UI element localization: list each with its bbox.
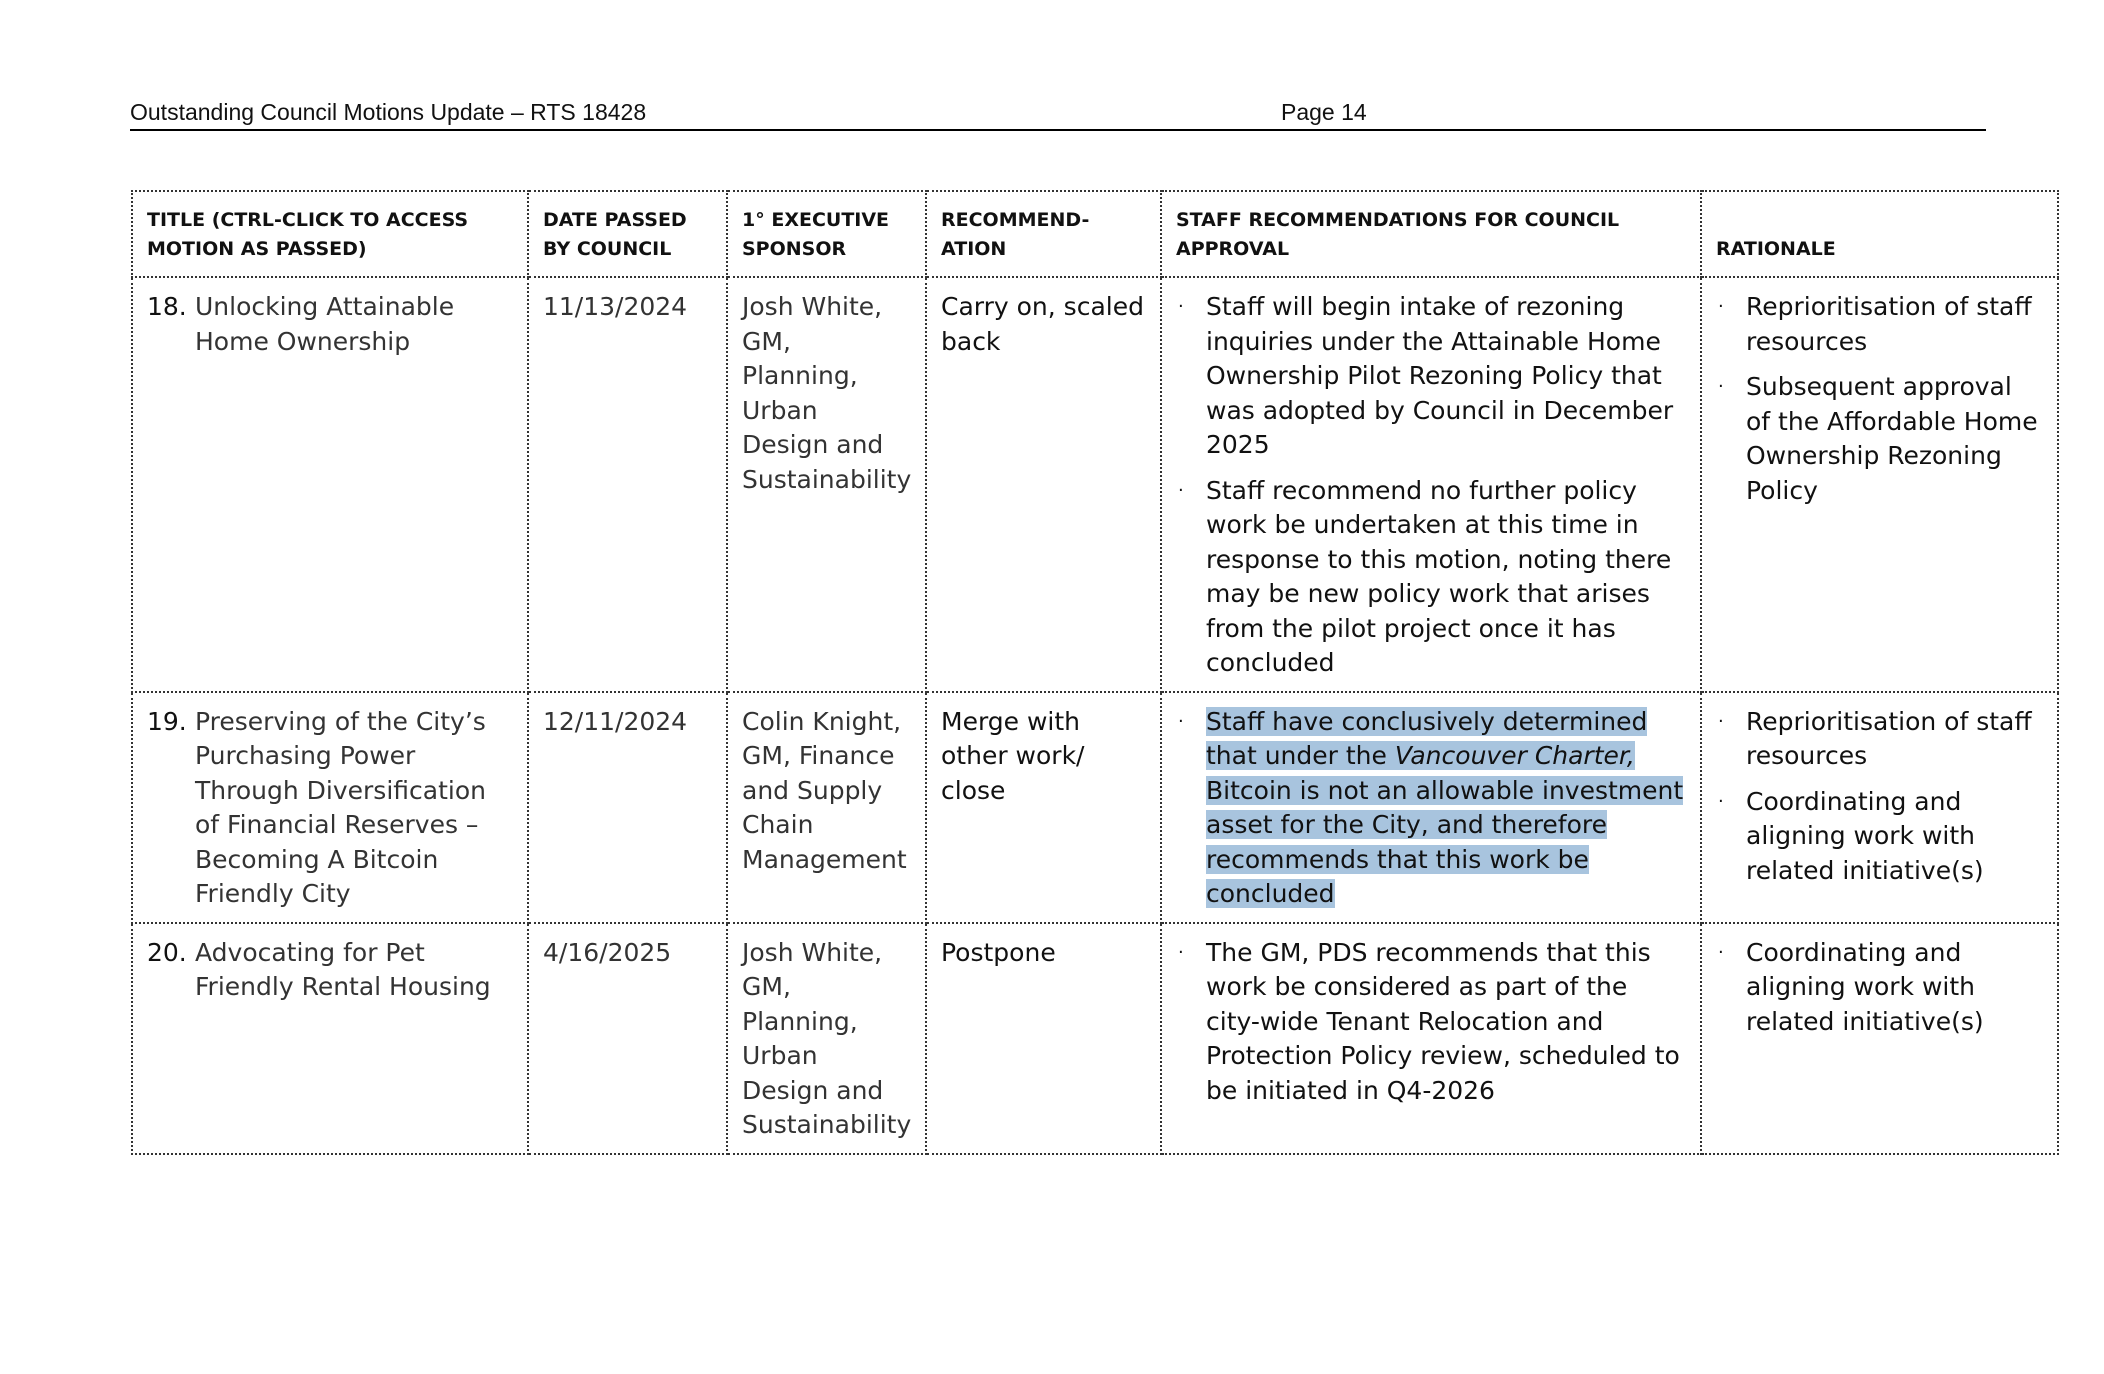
bullet-icon: · xyxy=(1178,296,1184,317)
selected-text[interactable]: Staff have conclusively determined that under the Vancouver Charter, Bitcoin is not an allowable investment asset for the City, and therefore recommends that this work be concluded xyxy=(1206,706,1684,908)
motion-number: 19. xyxy=(147,706,187,736)
list-item: · Coordinating and aligning work with related initiative(s) xyxy=(1718,937,1984,1036)
motion-title-cell xyxy=(132,923,528,1154)
motion-title-link[interactable]: Unlocking Attainable Home Ownership xyxy=(195,292,455,356)
executive-sponsor: Colin Knight, GM, Finance and Supply Chain Management xyxy=(727,692,926,923)
date-passed: 11/13/2024 xyxy=(528,277,727,692)
col-header-rationale: RATIONALE xyxy=(1701,191,2058,277)
col-header-recommendation: RECOMMEND-ATION xyxy=(926,191,1161,277)
bullet-icon: · xyxy=(1718,710,1724,732)
col-header-sponsor: 1° EXECUTIVE SPONSOR xyxy=(727,191,926,277)
bullet-icon: · xyxy=(1178,479,1184,501)
date-passed: 12/11/2024 xyxy=(528,692,727,923)
motions-table xyxy=(131,190,2059,1155)
bullet-icon: · xyxy=(1718,941,1724,963)
table-row xyxy=(132,923,2058,1154)
staff-recommendations xyxy=(1161,923,1701,1154)
list-item: · The GM, PDS recommends that this work be considered as part of the city-wide Tenant Relocation and Protection Policy review, scheduled to be initiated in Q4-2026 xyxy=(1178,937,1680,1105)
motion-number: 20. xyxy=(147,937,187,967)
motion-title-cell xyxy=(132,692,528,923)
date-passed: 4/16/2025 xyxy=(528,923,727,1154)
motion-title-link[interactable]: Advocating for Pet Friendly Rental Housing xyxy=(195,937,491,1001)
recommendation: Carry on, scaled back xyxy=(926,277,1161,692)
executive-sponsor: Josh White, GM, Planning, Urban Design and Sustainability xyxy=(727,277,926,692)
motion-number: 18. xyxy=(147,292,187,321)
rationale xyxy=(1701,692,2058,923)
bullet-icon: · xyxy=(1718,296,1724,317)
table-row xyxy=(132,277,2058,692)
motion-title-link[interactable]: Preserving of the City’s Purchasing Power Through Diversification of Financial Reserves – Becoming A Bitcoin Friendly City xyxy=(195,706,486,908)
bullet-icon: · xyxy=(1718,376,1724,397)
executive-sponsor: Josh White, GM, Planning, Urban Design and Sustainability xyxy=(727,923,926,1154)
rationale xyxy=(1701,277,2058,692)
recommendation: Postpone xyxy=(926,923,1161,1154)
col-header-date: DATE PASSED BY COUNCIL xyxy=(528,191,727,277)
list-item: · Staff will begin intake of rezoning inquiries under the Attainable Home Ownership Pilot Rezoning Policy that was adopted by Council in December 2025 xyxy=(1178,292,1674,459)
list-item: · Reprioritisation of staff resources xyxy=(1718,292,2032,356)
list-item: · Reprioritisation of staff resources xyxy=(1718,706,2032,770)
staff-recommendations xyxy=(1161,277,1701,692)
rationale xyxy=(1701,923,2058,1154)
col-header-staff-recommendations: STAFF RECOMMENDATIONS FOR COUNCIL APPROVAL xyxy=(1161,191,1701,277)
table-header-row xyxy=(132,191,2058,277)
table-row xyxy=(132,692,2058,923)
staff-recommendations xyxy=(1161,692,1701,923)
recommendation: Merge with other work/ close xyxy=(926,692,1161,923)
bullet-icon: · xyxy=(1178,710,1184,732)
bullet-icon: · xyxy=(1718,790,1724,812)
motion-title-cell xyxy=(132,277,528,692)
col-header-title: TITLE (CTRL-CLICK TO ACCESS MOTION AS PASSED) xyxy=(132,191,528,277)
bullet-icon: · xyxy=(1178,941,1184,963)
page-number: Page 14 xyxy=(1281,99,1367,125)
list-item: · Staff recommend no further policy work be undertaken at this time in response to this motion, noting there may be new policy work that arises from the pilot project once it has concluded xyxy=(1178,475,1672,677)
list-item: · Coordinating and aligning work with related initiative(s) xyxy=(1718,786,1984,885)
list-item: · Subsequent approval of the Affordable Home Ownership Rezoning Policy xyxy=(1718,372,2038,505)
document-title: Outstanding Council Motions Update – RTS 18428 xyxy=(130,99,647,125)
list-item xyxy=(1176,705,1686,912)
page-header xyxy=(130,99,1986,131)
